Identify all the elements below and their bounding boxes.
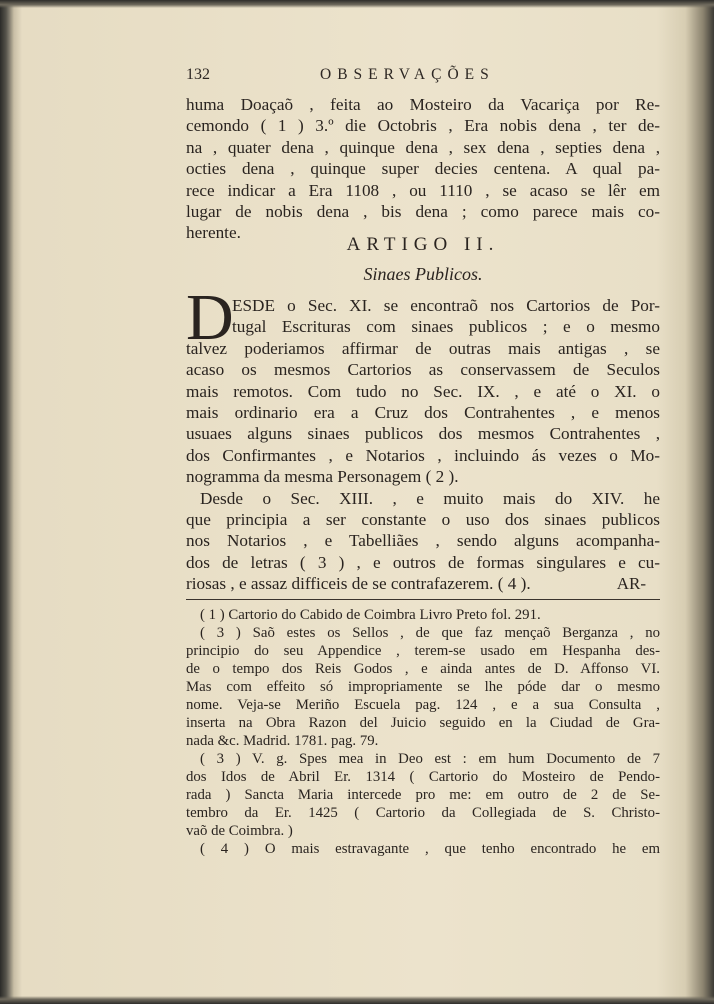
text-line: usuaes alguns sinaes publicos dos mesmos Contrahentes , — [186, 424, 660, 444]
page-number: 132 — [186, 66, 210, 83]
text-line: na , quater dena , quinque dena , sex dena , septies dena , — [186, 137, 660, 157]
footnote-line: tembro da Er. 1425 ( Cartorio da Collegiada de S. Christo- — [186, 805, 660, 821]
footnote-line: dos Idos de Abril Er. 1314 ( Cartorio do Mosteiro de Pendo- — [186, 769, 660, 785]
text-line: riosas , e assaz difficeis de se contrafazerem. ( 4 ). — [186, 574, 531, 594]
footnote-line: rada ) Sancta Maria intercede pro me: em outro de 2 de Se- — [186, 787, 660, 803]
text-line: que principia a ser constante o uso dos sinaes publicos — [186, 510, 660, 530]
text-line: talvez poderiamos affirmar de outras mais antigas , se — [186, 338, 660, 358]
page-bottom-edge — [0, 996, 714, 1004]
drop-cap: D — [186, 281, 234, 354]
article-title: ARTIGO II. — [346, 234, 500, 255]
footnote-line: vaõ de Coimbra. ) — [186, 823, 293, 839]
text-line: octies dena , quinque super decies centena. A qual pa- — [186, 159, 660, 179]
text-line: dos Confirmantes , e Notarios , incluindo ás vezes o Mo- — [186, 445, 660, 465]
footnote-rule — [186, 599, 660, 600]
text-line: dos de letras ( 3 ) , e outros de formas singulares e cu- — [186, 552, 660, 572]
footnote-line: principio do seu Appendice , terem-se usado em Hespanha des- — [186, 643, 660, 659]
page-header — [186, 66, 646, 90]
text-line: rece indicar a Era 1108 , ou 1110 , se acaso se lêr em — [186, 180, 660, 200]
footnote-line: ( 3 ) V. g. Spes mea in Deo est : em hum Documento de 7 — [200, 751, 660, 767]
footnote-line: nada &c. Madrid. 1781. pag. 79. — [186, 733, 379, 749]
footnote-line: ( 4 ) O mais estravagante , que tenho encontrado he em — [200, 841, 660, 857]
text-line: ESDE o Sec. XI. se encontraõ nos Cartorios de Por- — [232, 296, 660, 315]
top-paragraph — [186, 94, 660, 244]
catchword: AR- — [616, 574, 646, 593]
text-line: acaso os mesmos Cartorios as conservassem de Seculos — [186, 360, 660, 380]
footnote-line: nome. Veja-se Meriño Escuela pag. 124 , e a sua Consulta , — [186, 697, 660, 713]
text-line: Desde o Sec. XIII. , e muito mais do XIV. he — [200, 488, 660, 508]
text-line: lugar de nobis dena , bis dena ; como parece mais co- — [186, 202, 660, 222]
text-line: huma Doaçaõ , feita ao Mosteiro da Vacariça por Re- — [186, 95, 660, 114]
book-page — [14, 6, 690, 996]
footnote-line: ( 3 ) Saõ estes os Sellos , de que faz mençaõ Berganza , no — [200, 625, 660, 641]
text-line: herente. — [186, 223, 241, 243]
footnote-line: ( 1 ) Cartorio do Cabido de Coimbra Livro Preto fol. 291. — [200, 607, 541, 623]
text-line: nos Notarios , e Tabelliães , sendo alguns acompanha- — [186, 531, 660, 551]
footnote-line: inserta na Obra Razon del Juicio seguido en la Ciudad de Gra- — [186, 715, 660, 731]
footnote-line: Mas com effeito só impropriamente se lhe póde dar o mesmo — [186, 679, 660, 695]
article-subtitle: Sinaes Publicos. — [363, 264, 483, 284]
text-line: tugal Escrituras com sinaes publicos ; e o mesmo — [232, 317, 660, 337]
text-line: nogramma da mesma Personagem ( 2 ). — [186, 467, 459, 487]
text-line: mais ordinario era a Cruz dos Contrahentes , e menos — [186, 403, 660, 423]
text-line: mais remotos. Com tudo no Sec. IX. , e até o XI. o — [186, 381, 660, 401]
running-head: OBSERVAÇÕES — [320, 66, 495, 83]
text-line: cemondo ( 1 ) 3.º die Octobris , Era nobis dena , ter de- — [186, 116, 660, 136]
main-paragraph — [186, 295, 660, 595]
footnote-line: de o tempo dos Reis Godos , e ainda antes de D. Affonso VI. — [186, 661, 660, 677]
footnotes — [186, 606, 660, 858]
